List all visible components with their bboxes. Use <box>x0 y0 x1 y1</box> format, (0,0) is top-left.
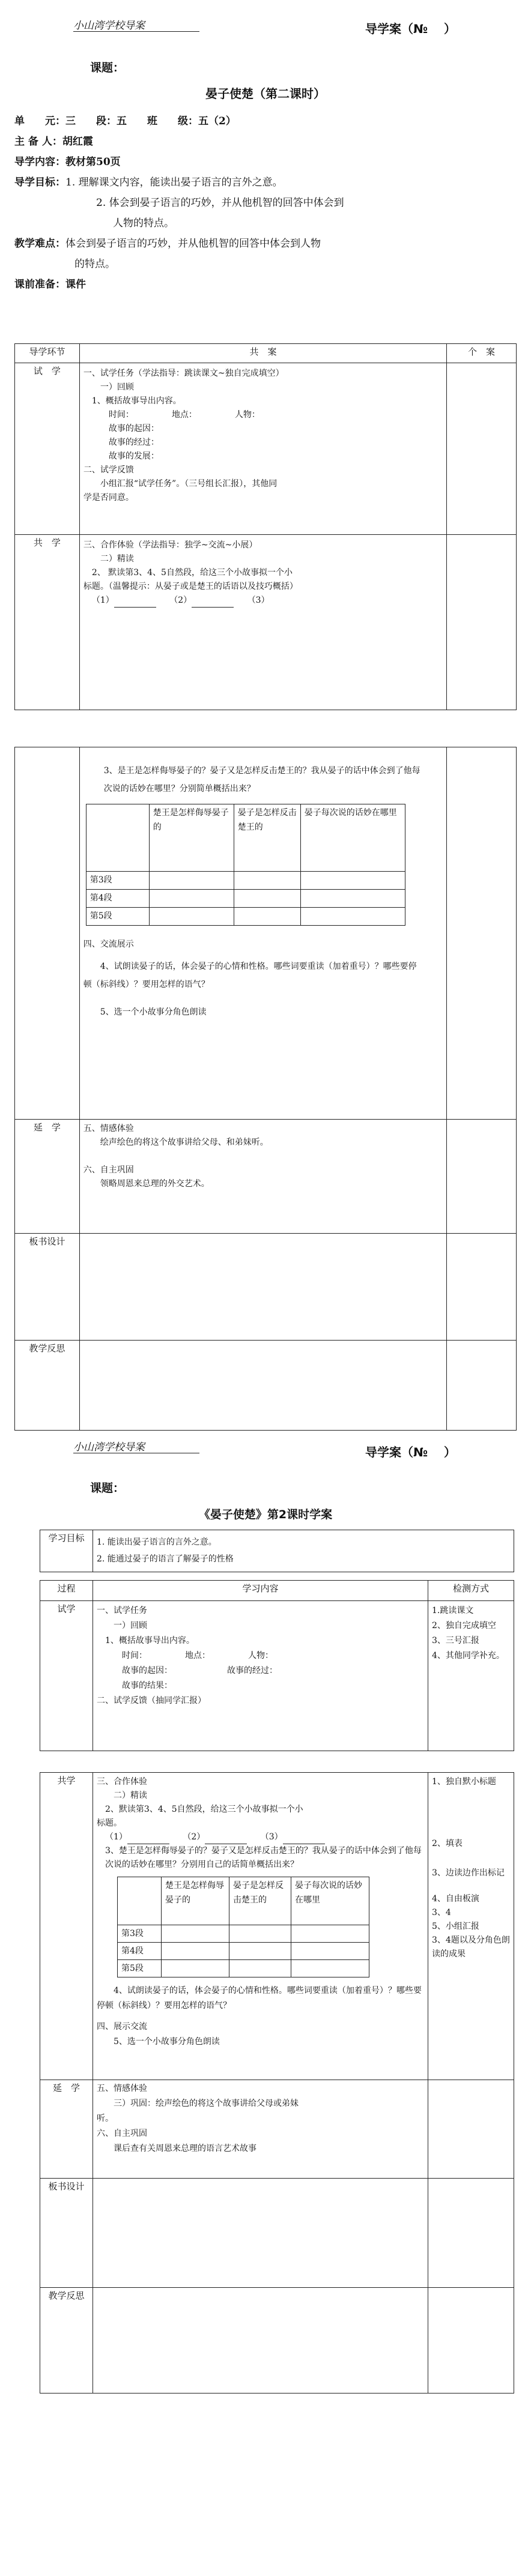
gongxue-content: 三、合作体验（学法指导：独学~交流~小展） 二）精读 2、 默读第3、4、5自然段，给这三个小故事拟一个小 标题。（温馨提示：从晏子或是楚王的话语以及技巧概括） （1） （2） （3） <box>79 535 446 710</box>
school-name: 小山湾学校导案 <box>73 20 145 32</box>
goal-2-2: 2. 能通过晏子的语言了解晏子的性格 <box>97 1554 234 1564</box>
shixue-content: 一、试学任务（学法指导：跳读课文~独自完成填空） 一）回顾 1、概括故事导出内容。 时间： 地点： 人物： 故事的起因： 故事的经过： 故事的发展： 二、试学反馈 小组汇报“试学任务”。（三号组长汇报），其他同 学是否同意。 <box>79 363 446 535</box>
gongxue-individual <box>447 535 517 710</box>
grid-header-wit: 晏子每次说的话妙在哪里 <box>300 804 405 872</box>
section4-question: 4、试朗读晏子的话，体会晏子的心情和性格。哪些词要重读（加着重号）？哪些要停顿（标斜线）？要用怎样的语气？ <box>83 962 417 989</box>
header-rule <box>73 31 199 32</box>
shixue-individual <box>447 363 517 535</box>
grid-row-5: 第5段 <box>86 908 149 926</box>
analysis-grid-2: 楚王是怎样侮辱晏子的 晏子是怎样反击楚王的 晏子每次说的话妙在哪里 第3段 第4段 第5段 <box>117 1877 369 1977</box>
header-check: 检测方式 <box>428 1581 514 1601</box>
yanshen-content: 五、情感体验 绘声绘色的将这个故事讲给父母、和弟妹听。 六、自主巩固 领略周恩来总理的外交艺术。 <box>79 1120 447 1234</box>
row-label-yanshen: 延 学 <box>15 1120 80 1234</box>
row-label-gongxue-2: 共学 <box>40 1773 93 2080</box>
goal-2b: 人物的特点。 <box>113 217 174 229</box>
row-label-board-2: 板书设计 <box>40 2179 93 2288</box>
page-title: 晏子使楚（第二课时） <box>205 86 326 101</box>
study-table: 过程 学习内容 检测方式 试学 一、试学任务 一）回顾 1、概括故事导出内容。 时间： 地点： 人物： 故事的起因： 故事的经过： 故事的结果： 二、试学反馈（抽同学汇报） 1.跳读课文 2、独自完成填空 3、三号汇报 4、其他同学补充。 <box>40 1580 514 1751</box>
grid-header-counter: 晏子是怎样反击楚王的 <box>234 804 300 872</box>
goal-label-2: 学习目标 <box>40 1530 93 1572</box>
difficulty-a: 体会到晏子语言的巧妙，并从他机智的回答中体会到人物 <box>65 238 321 250</box>
header-cell-shared: 共 案 <box>79 344 446 363</box>
gongxue-check: 1、独自默小标题 2、填表 3、边读边作出标记 4、自由板演 3、4 5、小组汇报 3、4题以及分角色朗读的成果 <box>428 1773 514 2080</box>
header-cell-stage: 导学环节 <box>15 344 80 363</box>
section4-title: 四、交流展示 <box>83 940 134 949</box>
section5: 5、选一个小故事分角色朗读 <box>83 1007 207 1017</box>
row-label-shixue: 试 学 <box>15 363 80 535</box>
grid-row-3: 第3段 <box>86 872 149 890</box>
info-teacher: 主 备 人：胡红霞 <box>14 136 93 148</box>
topic-label: 课题： <box>90 61 125 74</box>
row-label-gongxue: 共 学 <box>15 535 80 710</box>
analysis-grid <box>86 804 405 926</box>
grid-header-insult: 楚王是怎样侮辱晏子的 <box>149 804 234 872</box>
doc-number-2: 导学案（№ ） <box>365 1445 457 1459</box>
row-label-yanshen-2: 延 学 <box>40 2080 93 2179</box>
goal-table <box>40 1530 514 1572</box>
header-cell-individual: 个 案 <box>447 344 517 363</box>
row-label-shixue-2: 试学 <box>40 1601 93 1751</box>
header-process: 过程 <box>40 1581 93 1601</box>
study-table-cont: 共学 三、合作体验 二）精读 2、默读第3、4、5自然段，给这三个小故事拟一个小 标题。 （1） （2） （3） 3、楚王是怎样侮辱晏子的？晏子又是怎样反击楚王的？我从晏子的话中体会到了他每次说的话妙在哪里？分别用自己的话简单概括出来？ 楚王是怎样侮辱晏子的 晏子是怎样反击楚王的 晏子每次说的话妙在哪里 第3段 第4段 第5段 4、试朗读晏子的话，体会晏子的心情和性格。哪些词要重读（加着重号）？哪些要停顿（标斜线）？要用怎样的语气？ 四、展示交流 5、选一个小故事分角色朗读 1、独自默小标题 2、填表 3、边读边作出标记 4、自由板演 3、4 5、小组汇报 3、4题以及分角色朗读的成果 延 学 五、情感体验 三）巩固：绘声绘色的将这个故事讲给父母或弟妹 听。 六、自主巩固 课后查有关周恩来总理的语言艺术故事 板书设计 教学反思 <box>40 1772 514 2394</box>
q3-text: 3、是王是怎样侮辱晏子的？晏子又是怎样反击楚王的？我从晏子的话中体会到了他每次说的话妙在哪里？分别简单概括出来？ <box>103 766 420 794</box>
prep: 课前准备：课件 <box>14 279 86 291</box>
info-unit: 单 元：三 段：五 班 级：五（2） <box>14 115 236 127</box>
difficulty-b: 的特点。 <box>74 258 115 270</box>
doc-number: 导学案（№ ） <box>365 22 457 36</box>
lesson-table <box>14 343 517 710</box>
shixue-check: 1.跳读课文 2、独自完成填空 3、三号汇报 4、其他同学补充。 <box>428 1601 514 1751</box>
info-block <box>14 111 519 295</box>
goal-label: 导学目标： <box>14 176 65 189</box>
difficulty-label: 教学难点： <box>14 238 65 250</box>
info-content: 导学内容：教材第50页 <box>14 156 121 168</box>
row-label-reflection: 教学反思 <box>15 1341 80 1431</box>
goal-2a: 2. 体会到晏子语言的巧妙，并从他机智的回答中体会到 <box>96 197 344 209</box>
q4-text-2: 4、试朗读晏子的话，体会晏子的心情和性格。哪些词要重读（加着重号）？哪些要停顿（标斜线）？要用怎样的语气？ <box>97 1986 422 2010</box>
header-content: 学习内容 <box>93 1581 428 1601</box>
school-name-2: 小山湾学校导案 <box>73 1441 145 1453</box>
goal-1: 1. 理解课文内容，能读出晏子语言的言外之意。 <box>65 176 283 189</box>
goal-2-1: 1. 能读出晏子语言的言外之意。 <box>97 1537 217 1547</box>
lesson-table-cont <box>14 747 517 1431</box>
topic-label-2: 课题： <box>90 1482 125 1495</box>
q3-content <box>79 747 447 1120</box>
row-label-board: 板书设计 <box>15 1234 80 1341</box>
q3-text-2: 3、楚王是怎样侮辱晏子的？晏子又是怎样反击楚王的？我从晏子的话中体会到了他每次说的话妙在哪里？分别用自己的话简单概括出来？ <box>105 1846 422 1869</box>
grid-row-4: 第4段 <box>86 890 149 908</box>
row-label-reflection-2: 教学反思 <box>40 2288 93 2394</box>
page-title-2: 《晏子使楚》第2课时学案 <box>198 1508 333 1521</box>
